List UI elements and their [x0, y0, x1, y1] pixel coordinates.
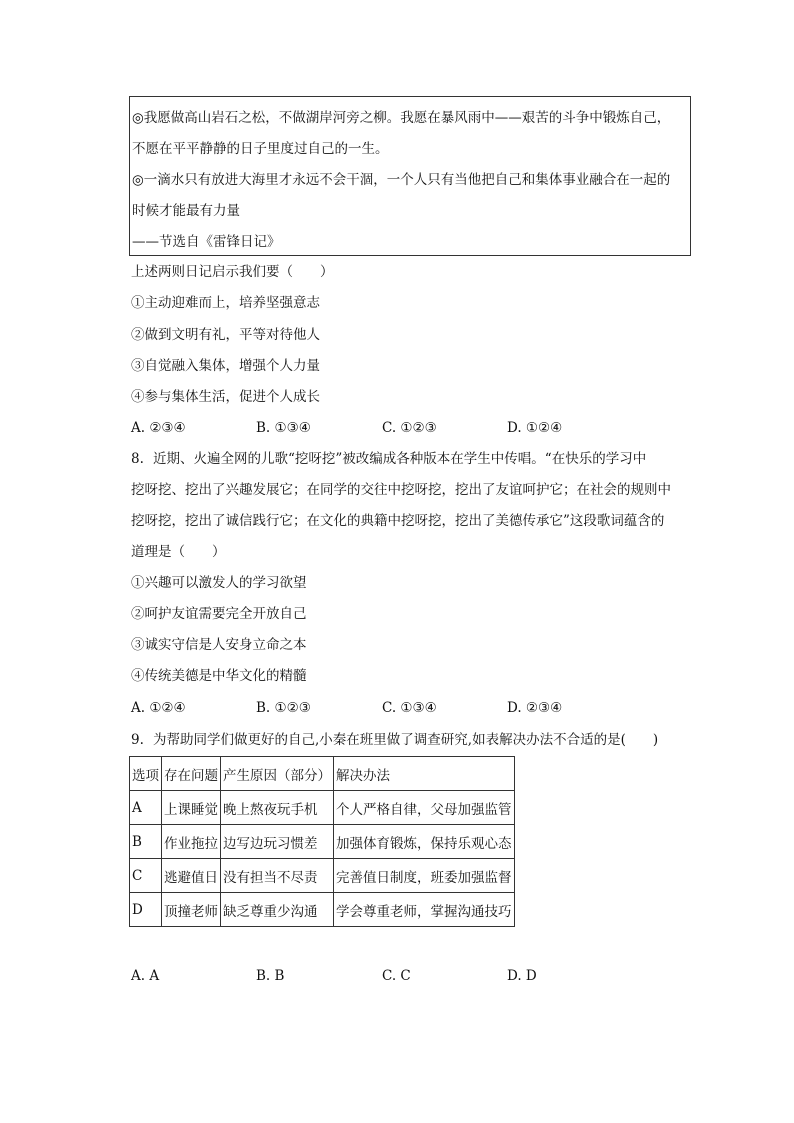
table-cell: A — [130, 791, 162, 825]
q8-stem-text: 近期、火遍全网的儿歌“挖呀挖”被改编成各种版本在学生中传唱。“在快乐的学习中 — [153, 451, 647, 467]
table-cell: 完善值日制度，班委加强监督 — [334, 859, 515, 893]
q8-item: ③诚实守信是人安身立命之本 — [131, 637, 307, 653]
q7-item: ②做到文明有礼，平等对待他人 — [131, 327, 320, 343]
q8-number: 8. — [131, 451, 144, 467]
q9-options — [131, 966, 691, 986]
table-row — [130, 859, 515, 893]
q8-stem-line: 挖呀挖，挖出了诚信践行它；在文化的典籍中挖呀挖，挖出了美德传承它”这段歌词蕴含的 — [131, 513, 665, 529]
q8-item: ①兴趣可以激发人的学习欲望 — [131, 575, 307, 591]
survey-table — [129, 756, 515, 927]
table-cell: 上课睡觉 — [162, 791, 221, 825]
option-d: D. ①②④ — [507, 420, 563, 436]
option-a: A. ①②④ — [131, 700, 186, 716]
table-cell: 边写边玩习惯差 — [221, 825, 334, 859]
table-cell: 学会尊重老师，掌握沟通技巧 — [334, 893, 515, 927]
table-row — [130, 893, 515, 927]
table-cell: 顶撞老师 — [162, 893, 221, 927]
option-b: B. ①③④ — [256, 420, 311, 436]
table-cell: 没有担当不尽责 — [221, 859, 334, 893]
table-cell: 逃避值日 — [162, 859, 221, 893]
q9-number: 9. — [131, 732, 144, 748]
option-d: D. D — [507, 968, 537, 984]
table-cell: C — [130, 859, 162, 893]
quote-line: 时候才能最有力量 — [132, 203, 240, 219]
quote-source: ——节选自《雷锋日记》 — [132, 234, 281, 250]
q9-stem-line — [131, 730, 658, 750]
table-cell: 作业拖拉 — [162, 825, 221, 859]
option-d: D. ②③④ — [507, 700, 563, 716]
option-b: B. ①②③ — [256, 700, 311, 716]
table-cell: 个人严格自律，父母加强监管 — [334, 791, 515, 825]
q7-item: ①主动迎难而上，培养坚强意志 — [131, 295, 320, 311]
quote-line: 不愿在平平静静的日子里度过自己的一生。 — [132, 141, 389, 157]
q7-stem: 上述两则日记启示我们要（ ） — [131, 264, 334, 280]
option-a: A. ②③④ — [131, 420, 186, 436]
table-cell: D — [130, 893, 162, 927]
table-cell: 缺乏尊重少沟通 — [221, 893, 334, 927]
table-header-cell: 解决办法 — [334, 757, 515, 791]
table-header-cell: 选项 — [130, 757, 162, 791]
q9-stem-text: 为帮助同学们做更好的自己,小秦在班里做了调查研究,如表解决办法不合适的是( ) — [153, 732, 659, 748]
table-row — [130, 791, 515, 825]
q8-options — [131, 698, 691, 718]
table-header-cell: 存在问题 — [162, 757, 221, 791]
table-header-cell: 产生原因（部分） — [221, 757, 334, 791]
q8-stem-line: 道理是（ ） — [131, 544, 226, 560]
option-b: B. B — [256, 968, 285, 984]
q8-stem-line — [131, 449, 646, 469]
q8-item: ④传统美德是中华文化的精髓 — [131, 668, 307, 684]
table-header-row — [130, 757, 515, 791]
table-cell: 加强体育锻炼，保持乐观心态 — [334, 825, 515, 859]
q7-item: ③自觉融入集体，增强个人力量 — [131, 358, 320, 374]
option-a: A. A — [131, 968, 160, 984]
option-c: C. ①②③ — [382, 420, 437, 436]
q8-item: ②呵护友谊需要完全开放自己 — [131, 606, 307, 622]
quote-line: ◎我愿做高山岩石之松，不做湖岸河旁之柳。我愿在暴风雨中——艰苦的斗争中锻炼自己， — [132, 110, 671, 126]
quote-line: ◎一滴水只有放进大海里才永远不会干涸，一个人只有当他把自己和集体事业融合在一起的 — [132, 172, 671, 188]
table-cell: B — [130, 825, 162, 859]
option-c: C. C — [382, 968, 411, 984]
table-cell: 晚上熬夜玩手机 — [221, 791, 334, 825]
q7-options — [131, 418, 691, 438]
q7-item: ④参与集体生活，促进个人成长 — [131, 389, 320, 405]
option-c: C. ①③④ — [382, 700, 437, 716]
table-row — [130, 825, 515, 859]
quote-box — [129, 96, 691, 256]
q8-stem-line: 挖呀挖、挖出了兴趣发展它；在同学的交往中挖呀挖，挖出了友谊呵护它；在社会的规则中 — [131, 482, 671, 498]
